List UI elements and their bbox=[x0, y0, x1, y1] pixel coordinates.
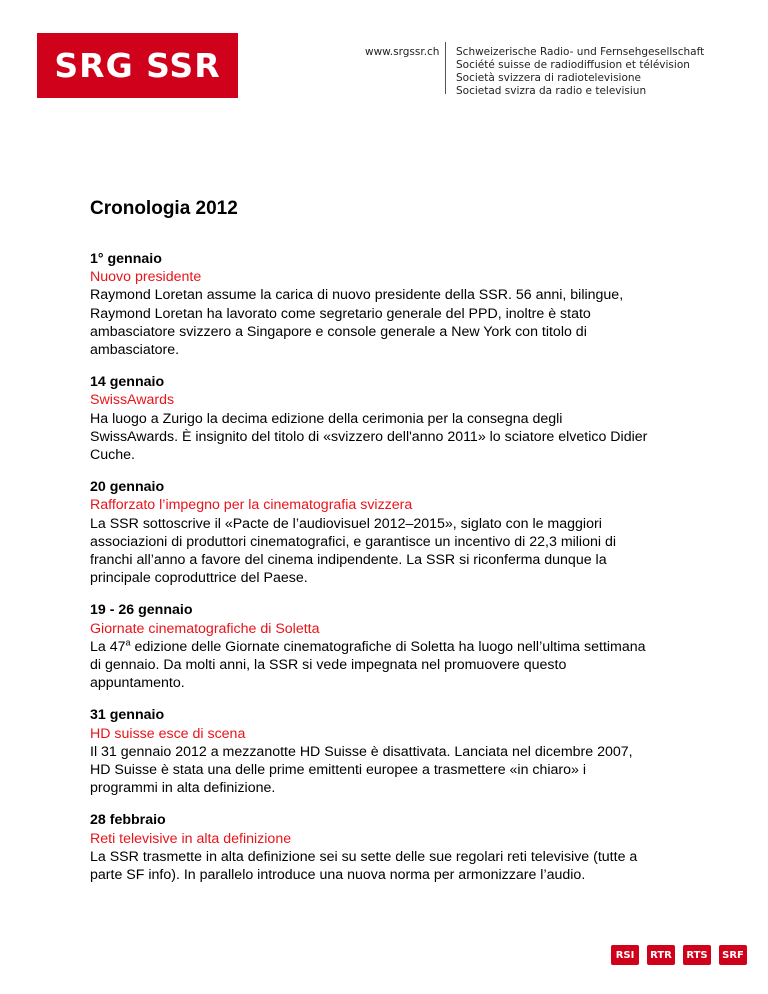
entry-text-post: edizione delle Giornate cinematografiche di Soletta ha luogo nell’ultima settimana di gennaio. Da molti anni, la SSR si vede impegnata nel promuovere questo appuntamento. bbox=[90, 638, 646, 692]
entry-text: La SSR trasmette in alta definizione sei su sette delle sue regolari reti televisive (tutte a parte SF info). In parallelo introduce una nuova norma per armonizzare l’audio. bbox=[90, 848, 638, 884]
chronology-entry bbox=[90, 250, 650, 359]
chronology-entry bbox=[90, 478, 650, 587]
entry-text bbox=[90, 638, 650, 693]
org-name-de: Schweizerische Radio- und Fernsehgesellschaft bbox=[456, 46, 705, 58]
org-name-rm: Societad svizra da radio e televisiun bbox=[456, 85, 647, 97]
chronology-entry bbox=[90, 706, 650, 797]
brand-logos bbox=[611, 945, 747, 965]
entry-heading: Rafforzato l’impegno per la cinematografia svizzera bbox=[90, 497, 413, 514]
chronology-entry bbox=[90, 811, 650, 884]
organization-names bbox=[456, 46, 704, 98]
entry-heading: Reti televisive in alta definizione bbox=[90, 830, 292, 847]
org-name-fr: Société suisse de radiodiffusion et télévision bbox=[456, 59, 690, 71]
entry-date: 31 gennaio bbox=[90, 707, 165, 724]
entry-text: La SSR sottoscrive il «Pacte de l’audiovisuel 2012–2015», siglato con le maggiori associazioni di produttori cinematografici, e garantisce un incentivo di 22,3 milioni di franchi all’anno a favore del cinema indipendente. La SSR si riconferma dunque la principale coproduttrice del Paese. bbox=[90, 515, 617, 587]
rtr-logo: RTR bbox=[647, 945, 675, 965]
rts-logo: RTS bbox=[683, 945, 711, 965]
page-title: Cronologia 2012 bbox=[90, 198, 238, 219]
entry-date: 1° gennaio bbox=[90, 251, 162, 267]
entry-text: Raymond Loretan assume la carica di nuovo presidente della SSR. 56 anni, bilingue, Raymond Loretan ha lavorato come segretario generale del PPD, inoltre è stato ambasciatore svizzero a Singapore e console generale a New York con titolo di ambasciatore. bbox=[90, 287, 624, 359]
srg-ssr-logo: SRG SSR bbox=[37, 33, 238, 98]
entry-text: Il 31 gennaio 2012 a mezzanotte HD Suisse è disattivata. Lanciata nel dicembre 2007, HD Suisse è stata una delle prime emittenti europee a trasmettere «in chiaro» i programmi in alta definizione. bbox=[90, 743, 633, 797]
entry-date: 14 gennaio bbox=[90, 374, 165, 391]
entry-date: 20 gennaio bbox=[90, 479, 165, 496]
ordinal-superscript: a bbox=[125, 637, 131, 648]
entry-text-pre: La 47 bbox=[90, 638, 126, 655]
rsi-logo: RSI bbox=[611, 945, 639, 965]
chronology-entry bbox=[90, 601, 650, 692]
srf-logo: SRF bbox=[719, 945, 747, 965]
header-divider bbox=[445, 42, 446, 94]
chronology-entry bbox=[90, 373, 650, 464]
entry-heading: HD suisse esce di scena bbox=[90, 725, 246, 742]
website-url[interactable]: www.srgssr.ch bbox=[365, 46, 440, 58]
entry-text: Ha luogo a Zurigo la decima edizione della cerimonia per la consegna degli SwissAwards. È insignito del titolo di «svizzero dell'anno 2011» lo sciatore elvetico Didier Cuche. bbox=[90, 410, 648, 464]
entry-heading: Nuovo presidente bbox=[90, 269, 202, 286]
entry-heading: SwissAwards bbox=[90, 392, 175, 409]
org-name-it: Società svizzera di radiotelevisione bbox=[456, 72, 641, 84]
entry-heading: Giornate cinematografiche di Soletta bbox=[90, 620, 320, 637]
chronology-list bbox=[90, 250, 650, 898]
entry-date: 19 - 26 gennaio bbox=[90, 602, 193, 619]
entry-date: 28 febbraio bbox=[90, 812, 166, 829]
